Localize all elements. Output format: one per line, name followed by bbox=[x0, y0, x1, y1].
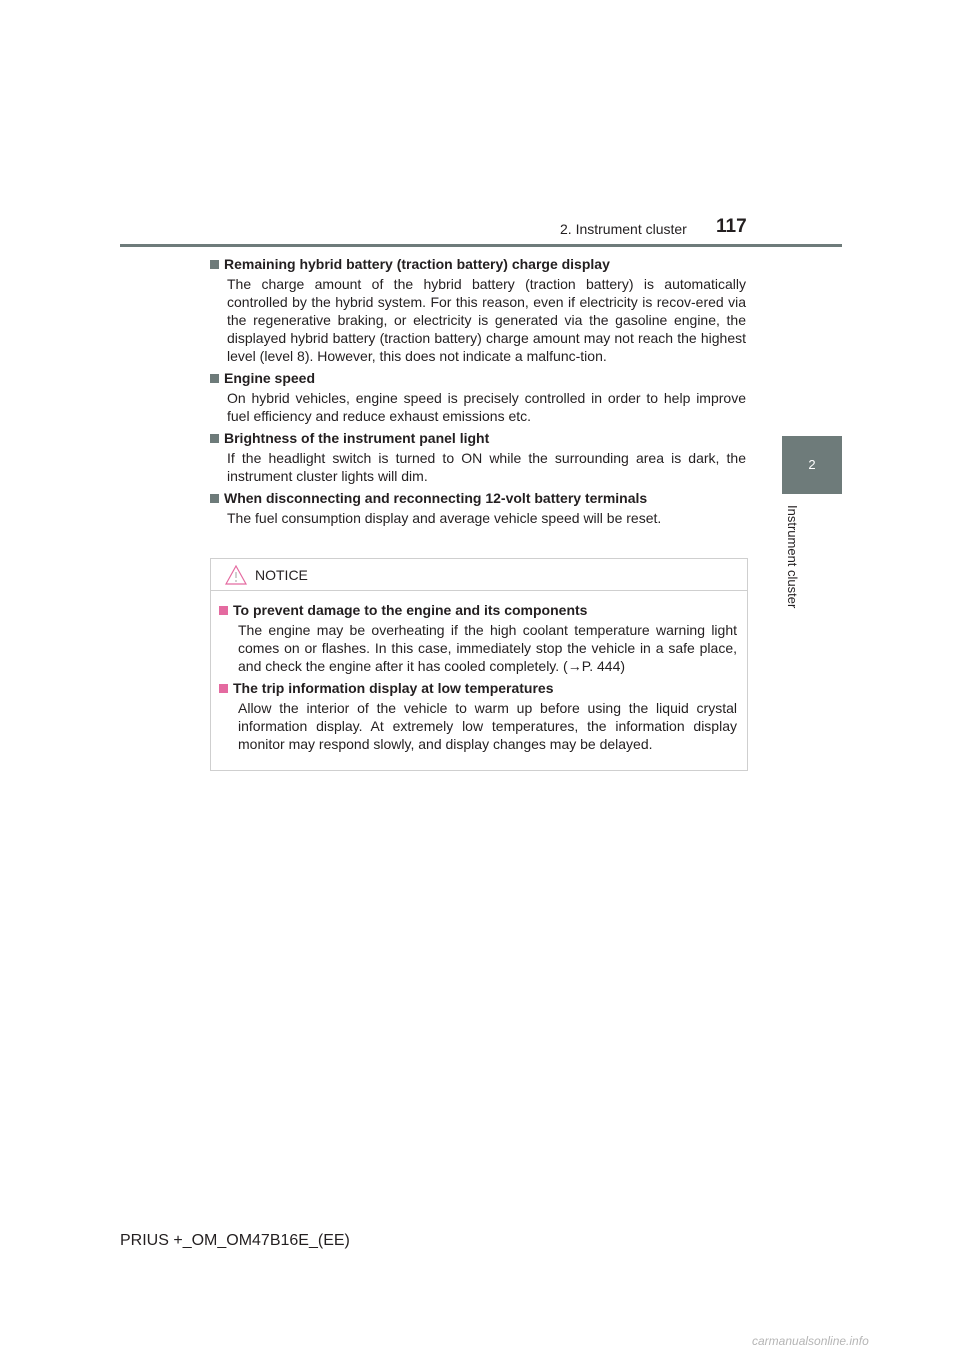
notice-text: Allow the interior of the vehicle to warm up before using the liquid crystal information display. At extremely low temperatures, the information display monitor may respond slowly, and display changes may be delayed. bbox=[238, 700, 737, 752]
notice-item-engine-damage bbox=[219, 601, 739, 675]
chapter-tab[interactable]: 2 bbox=[782, 436, 842, 494]
section-heading bbox=[210, 369, 746, 387]
heading-text: To prevent damage to the engine and its components bbox=[233, 602, 588, 618]
square-bullet-icon bbox=[219, 606, 228, 615]
warning-triangle-icon bbox=[225, 565, 247, 585]
notice-box bbox=[210, 558, 748, 771]
notice-body bbox=[211, 591, 747, 753]
section-body: The charge amount of the hybrid battery (traction battery) is automatically controlled by the hybrid system. For this reason, even if electricity is recov-ered via the regenerative braking, or electricity is generated via the gasoline engine, the displayed hybrid battery (traction battery) charge amount may not reach the highest level (level 8). However, this does not indicate a malfunc-tion. bbox=[227, 276, 746, 364]
header-divider bbox=[120, 244, 842, 247]
heading-text: Engine speed bbox=[224, 370, 316, 386]
section-engine-speed bbox=[210, 369, 746, 425]
notice-label: NOTICE bbox=[255, 566, 308, 583]
section-heading bbox=[210, 429, 746, 447]
page-number: 117 bbox=[716, 216, 747, 237]
section-heading bbox=[210, 255, 746, 273]
heading-text: Brightness of the instrument panel light bbox=[224, 430, 490, 446]
main-content bbox=[210, 255, 746, 531]
square-bullet-icon bbox=[210, 260, 219, 269]
heading-text: When disconnecting and reconnecting 12-volt battery terminals bbox=[224, 490, 648, 506]
square-bullet-icon bbox=[210, 494, 219, 503]
section-battery-terminals bbox=[210, 489, 746, 527]
section-title: 2. Instrument cluster bbox=[560, 221, 687, 237]
section-body: The fuel consumption display and average vehicle speed will be reset. bbox=[227, 510, 662, 526]
document-code: PRIUS +_OM_OM47B16E_(EE) bbox=[120, 1232, 350, 1249]
chapter-label: Instrument cluster bbox=[785, 505, 800, 609]
section-body: On hybrid vehicles, engine speed is precisely controlled in order to help improve fuel efficiency and reduce exhaust emissions etc. bbox=[227, 390, 746, 424]
section-heading bbox=[210, 489, 746, 507]
section-panel-brightness bbox=[210, 429, 746, 485]
notice-heading bbox=[219, 601, 739, 619]
square-bullet-icon bbox=[219, 684, 228, 693]
heading-text: The trip information display at low temperatures bbox=[233, 680, 554, 696]
section-hybrid-battery bbox=[210, 255, 746, 365]
notice-header bbox=[211, 559, 747, 591]
watermark: carmanualsonline.info bbox=[752, 1334, 869, 1348]
square-bullet-icon bbox=[210, 374, 219, 383]
section-body: If the headlight switch is turned to ON while the surrounding area is dark, the instrument cluster lights will dim. bbox=[227, 450, 746, 484]
notice-text: The engine may be overheating if the high coolant temperature warning light comes on or flashes. In this case, immediately stop the vehicle in a safe place, and check the engine after it has cooled completely. (→P. 444) bbox=[238, 622, 737, 674]
notice-item-low-temperatures bbox=[219, 679, 739, 753]
notice-heading bbox=[219, 679, 739, 697]
heading-text: Remaining hybrid battery (traction battery) charge display bbox=[224, 256, 610, 272]
square-bullet-icon bbox=[210, 434, 219, 443]
